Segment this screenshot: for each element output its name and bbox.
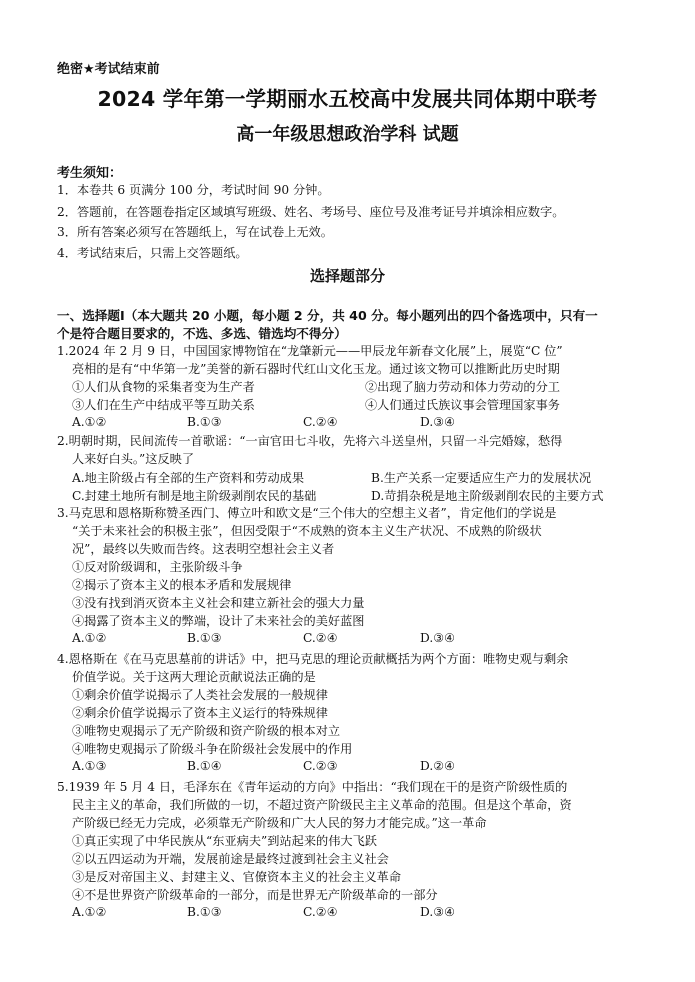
q4-statement-3: ③唯物史观揭示了无产阶级和资产阶级的根本对立 (72, 724, 341, 738)
q4-option-c[interactable]: C.②③ (303, 759, 338, 773)
q3-option-c[interactable]: C.②④ (303, 631, 338, 645)
q1-option-b[interactable]: B.①③ (187, 415, 222, 429)
q5-stem-line-2: 民主主义的革命，我们所做的一切，不超过资产阶级民主主义革命的范围。但是这个革命，资 (72, 798, 572, 812)
q3-option-a[interactable]: A.①② (72, 631, 107, 645)
q1-statement-1: ①人们从食物的采集者变为生产者 (72, 380, 255, 394)
q3-statement-2: ②揭示了资本主义的根本矛盾和发展规律 (72, 578, 292, 592)
q1-statement-4: ④人们通过氏族议事会管理国家事务 (365, 398, 560, 412)
q5-option-d[interactable]: D.③④ (420, 905, 456, 919)
section-title: 选择题部分 (309, 267, 385, 285)
q4-option-d[interactable]: D.②④ (420, 759, 456, 773)
q3-option-d[interactable]: D.③④ (420, 631, 456, 645)
q5-option-a[interactable]: A.①② (72, 905, 107, 919)
q5-stem-line-3: 产阶级已经无力完成，必须靠无产阶级和广大人民的努力才能完成。”这一革命 (72, 816, 487, 830)
q1-option-c[interactable]: C.②④ (303, 415, 338, 429)
q3-statement-4: ④揭露了资本主义的弊端，设计了未来社会的美好蓝图 (72, 614, 365, 628)
q1-statement-3: ③人们在生产中结成平等互助关系 (72, 398, 255, 412)
notice-heading: 考生须知： (57, 166, 123, 181)
q2-option-a[interactable]: A.地主阶级占有全部的生产资料和劳动成果 (72, 471, 305, 485)
notice-item-2: 2．答题前，在答题卷指定区域填写班级、姓名、考场号、座位号及准考证号并填涂相应数字。 (57, 205, 565, 219)
notice-item-1: 1．本卷共 6 页满分 100 分，考试时间 90 分钟。 (57, 183, 330, 197)
q5-stem-line-1: 5.1939 年 5 月 4 日，毛泽东在《青年运动的方向》中指出：“我们现在干的是资产阶级性质的 (57, 780, 568, 794)
q4-stem-line-2: 价值学说。关于这两大理论贡献说法正确的是 (72, 670, 316, 684)
notice-item-4: 4．考试结束后，只需上交答题纸。 (57, 246, 248, 260)
q3-option-b[interactable]: B.①③ (187, 631, 222, 645)
q5-statement-3: ③是反对帝国主义、封建主义、官僚资本主义的社会主义革命 (72, 870, 402, 884)
q4-statement-1: ①剩余价值学说揭示了人类社会发展的一般规律 (72, 688, 328, 702)
q3-stem-line-2: “关于未来社会的积极主张”，但因受限于“不成熟的资本主义生产状况、不成熟的阶级状 (72, 524, 542, 538)
q5-option-b[interactable]: B.①③ (187, 905, 222, 919)
q2-option-c[interactable]: C.封建土地所有制是地主阶级剥削农民的基础 (72, 489, 317, 503)
q5-option-c[interactable]: C.②④ (303, 905, 338, 919)
q1-stem-line-2: 亮相的是有“中华第一龙”美誉的新石器时代红山文化玉龙。通过该文物可以推断此历史时期 (72, 362, 560, 376)
exam-subtitle: 高一年级思想政治学科 试题 (236, 124, 459, 145)
exam-title: 2024 学年第一学期丽水五校高中发展共同体期中联考 (97, 87, 598, 111)
q5-statement-1: ①真正实现了中华民族从“东亚病夫”到站起来的伟大飞跃 (72, 834, 377, 848)
q4-statement-4: ④唯物史观揭示了阶级斗争在阶级社会发展中的作用 (72, 742, 353, 756)
notice-item-3: 3．所有答案必须写在答题纸上，写在试卷上无效。 (57, 225, 333, 239)
q5-statement-4: ④不是世界资产阶级革命的一部分，而是世界无产阶级革命的一部分 (72, 888, 438, 902)
q4-stem-line-1: 4.恩格斯在《在马克思墓前的讲话》中，把马克思的理论贡献概括为两个方面：唯物史观与剩余 (57, 652, 569, 666)
confidential-mark: 绝密★考试结束前 (57, 62, 160, 77)
q1-option-d[interactable]: D.③④ (420, 415, 456, 429)
q3-statement-1: ①反对阶级调和，主张阶级斗争 (72, 560, 243, 574)
q4-option-a[interactable]: A.①③ (72, 759, 107, 773)
q2-option-d[interactable]: D.苛捐杂税是地主阶级剥削农民的主要方式 (371, 489, 604, 503)
q3-stem-line-3: 况”，最终以失败而告终。这表明空想社会主义者 (72, 542, 335, 556)
q1-statement-2: ②出现了脑力劳动和体力劳动的分工 (365, 380, 560, 394)
q2-option-b[interactable]: B.生产关系一定要适应生产力的发展状况 (371, 471, 592, 485)
q3-stem-line-1: 3.马克思和恩格斯称赞圣西门、傅立叶和欧文是“三个伟大的空想主义者”，肯定他们的学说是 (57, 506, 557, 520)
q2-stem-line-1: 2.明朝时期，民间流传一首歌谣：“一亩官田七斗收，先将六斗送皇州，只留一斗完婚嫁，愁得 (57, 434, 563, 448)
q5-statement-2: ②以五四运动为开端，发展前途是最终过渡到社会主义社会 (72, 852, 389, 866)
q4-option-b[interactable]: B.①④ (187, 759, 222, 773)
q4-statement-2: ②剩余价值学说揭示了资本主义运行的特殊规律 (72, 706, 328, 720)
part-instructions-line-1: 一、选择题Ⅰ（本大题共 20 小题，每小题 2 分，共 40 分。每小题列出的四个备选项中，只有一 (57, 308, 598, 323)
q1-option-a[interactable]: A.①② (72, 415, 107, 429)
part-instructions-line-2: 个是符合题目要求的，不选、多选、错选均不得分） (57, 326, 347, 341)
q3-statement-3: ③没有找到消灭资本主义社会和建立新社会的强大力量 (72, 596, 365, 610)
q1-stem-line-1: 1.2024 年 2 月 9 日，中国国家博物馆在“龙肇新元——甲辰龙年新春文化展”上，展览“C 位” (57, 344, 563, 358)
q2-stem-line-2: 人来好白头。”这反映了 (72, 452, 195, 466)
